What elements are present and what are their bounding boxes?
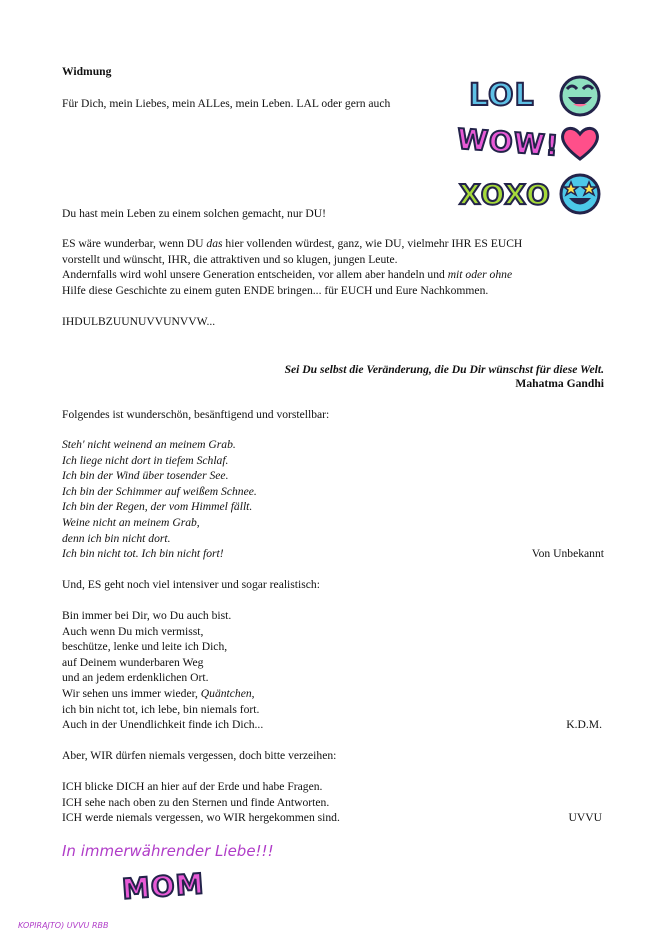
xoxo-sticker: XOXO	[459, 178, 551, 211]
poem-2-line: Bin immer bei Dir, wo Du auch bist.	[62, 609, 232, 622]
quote-author: Mahatma Gandhi	[515, 377, 604, 390]
wow-sticker: WOW!	[455, 122, 561, 163]
closing-line: ICH sehe nach oben zu den Sternen und finde Antworten.	[62, 795, 330, 809]
star-eyes-emoji-icon	[557, 172, 603, 216]
signature: In immerwährender Liebe!!!	[62, 842, 274, 860]
paragraph-2	[62, 236, 522, 298]
intro-1: Folgendes ist wunderschön, besänftigend und vorstellbar:	[62, 408, 330, 421]
paragraph-1: Du hast mein Leben zu einem solchen gemacht, nur DU!	[62, 207, 326, 220]
closing-lines	[62, 779, 340, 826]
poem-1-author: Von Unbekannt	[531, 547, 604, 560]
dedication-line: Für Dich, mein Liebes, mein ALLes, mein Leben. LAL oder gern auch	[62, 97, 391, 110]
paragraph-2-line-2: vorstellt und wünscht, IHR, die attraktiven und so klugen, jungen Leute.	[62, 252, 398, 266]
acronym-line: IHDULBZUUNUVVUNVVW...	[62, 315, 216, 328]
poem-2-line: Wir sehen uns immer wieder, Quäntchen,	[62, 686, 255, 700]
sticker-group	[455, 74, 613, 214]
poem-1-line: Ich liege nicht dort in tiefem Schlaf.	[62, 453, 229, 467]
poem-2-line: Auch in der Unendlichkeit finde ich Dich...	[62, 718, 264, 732]
page-title: Widmung	[62, 65, 112, 78]
paragraph-2-line-1: ES wäre wunderbar, wenn DU das hier vollenden würdest, ganz, wie DU, vielmehr IHR ES EUCH	[62, 237, 523, 250]
poem-2-author: K.D.M.	[566, 718, 602, 731]
poem-1-line: Ich bin der Regen, der vom Himmel fällt.	[62, 500, 253, 514]
intro-3: Aber, WIR dürfen niemals vergessen, doch bitte verzeihen:	[62, 749, 337, 762]
poem-2-line: auf Deinem wunderbaren Weg	[62, 655, 204, 669]
poem-2	[62, 608, 263, 733]
lol-sticker: LOL	[469, 78, 535, 113]
closing-line: ICH werde niemals vergessen, wo WIR hergekommen sind.	[62, 811, 340, 825]
heart-icon	[559, 124, 601, 162]
poem-1-line: Weine nicht an meinem Grab,	[62, 515, 200, 529]
poem-1-line: Steh' nicht weinend an meinem Grab.	[62, 438, 236, 451]
poem-1-line: Ich bin nicht tot. Ich bin nicht fort!	[62, 547, 224, 561]
quote-text: Sei Du selbst die Veränderung, die Du Dir wünschst für diese Welt.	[284, 363, 604, 376]
poem-1-line: denn ich bin nicht dort.	[62, 531, 171, 545]
poem-2-line: und an jedem erdenklichen Ort.	[62, 671, 209, 685]
closing-author: UVVU	[568, 811, 602, 824]
poem-2-line: ich bin nicht tot, ich lebe, bin niemals fort.	[62, 702, 260, 716]
poem-1-line: Ich bin der Schimmer auf weißem Schnee.	[62, 484, 257, 498]
poem-1-line: Ich bin der Wind über tosender See.	[62, 469, 229, 483]
paragraph-2-line-3: Andernfalls wird wohl unsere Generation entscheiden, vor allem aber handeln und mit oder ohne	[62, 268, 513, 282]
laughing-emoji-icon	[557, 74, 603, 118]
paragraph-2-line-4: Hilfe diese Geschichte zu einem guten ENDE bringen... für EUCH und Eure Nachkommen.	[62, 283, 489, 297]
poem-2-line: Auch wenn Du mich vermisst,	[62, 624, 204, 638]
mom-sticker: MOM	[120, 867, 206, 906]
intro-2: Und, ES geht noch viel intensiver und sogar realistisch:	[62, 578, 320, 591]
closing-line: ICH blicke DICH an hier auf der Erde und habe Fragen.	[62, 780, 323, 793]
poem-1	[62, 437, 257, 562]
poem-2-line: beschütze, lenke und leite ich Dich,	[62, 640, 228, 654]
footer-copyright: KOPIRAJTO) UVVU RBB	[18, 921, 109, 930]
